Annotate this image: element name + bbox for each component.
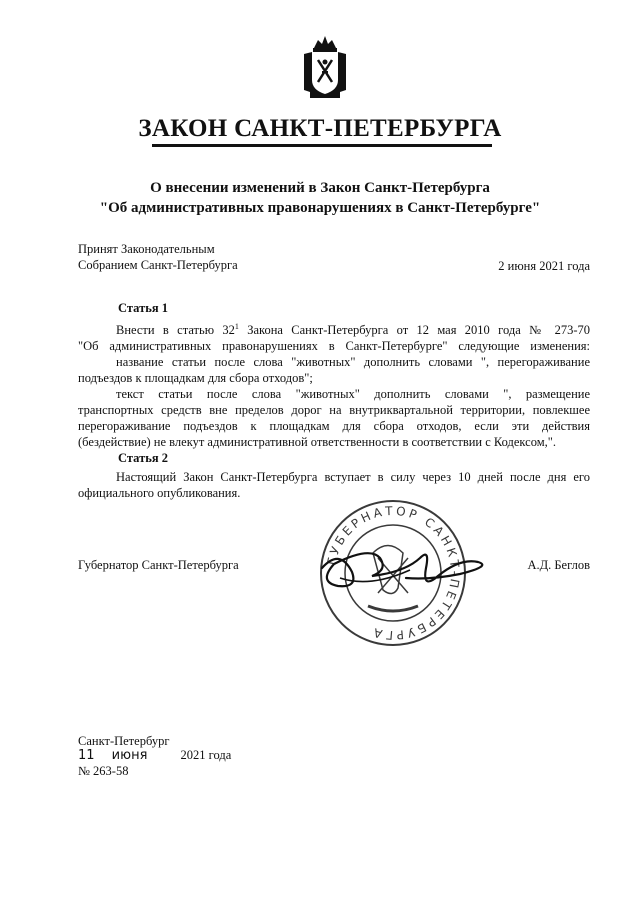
coat-of-arms-icon xyxy=(300,32,350,100)
article-1-line: текст статьи после слова "животных" дополнить словами ", размещение xyxy=(116,387,590,402)
article-2-body xyxy=(78,469,590,501)
signatory-position: Губернатор Санкт-Петербурга xyxy=(78,558,239,572)
article-2-line: официального опубликования. xyxy=(78,486,241,500)
article-2-line: Настоящий Закон Санкт-Петербурга вступает в силу через 10 дней после дня его xyxy=(116,470,590,484)
law-title: ЗАКОН САНКТ-ПЕТЕРБУРГА xyxy=(138,115,502,142)
adoption-line-2: Собранием Санкт-Петербурга xyxy=(78,258,238,272)
article-1-line: Внести в статью $32^1$ Закона Санкт-Петербурга от 12 мая 2010 года № 273-70 xyxy=(116,322,590,338)
signature-scribble xyxy=(310,528,500,618)
subtitle-line-2: "Об административных правонарушениях в Санкт-Петербурге" xyxy=(99,200,541,216)
article-1-line: название статьи после слова "животных" дополнить словами ", перегораживание xyxy=(116,355,590,370)
footer-number: № 263-58 xyxy=(78,764,129,778)
article-1-heading: Статья 1 xyxy=(118,301,168,315)
article-1-line: "Об административных правонарушениях в Санкт-Петербурге" следующие изменения: xyxy=(78,339,590,354)
article-1-line: подъездов к площадкам для сбора отходов"; xyxy=(78,371,313,386)
footer-year: 2021 года xyxy=(180,748,232,762)
subtitle-line-1: О внесении изменений в Закон Санкт-Петербурга xyxy=(150,180,490,196)
article-1-body xyxy=(78,319,590,450)
footer-city: Санкт-Петербург xyxy=(78,734,170,748)
article-1-line: перегораживание подъездов к площадкам для сбора отходов, если эти действия xyxy=(78,419,590,434)
article-2-heading: Статья 2 xyxy=(118,451,168,465)
stamp-text: ГУБЕРНАТОР САНКТ-ПЕТЕРБУРГА xyxy=(324,503,463,643)
title-divider xyxy=(152,144,492,147)
article-1-line: транспортных средств вне пределов дорог на внутриквартальной территории, повлекшее xyxy=(78,403,590,418)
law-subtitle xyxy=(60,178,580,218)
signatory-name: А.Д. Беглов xyxy=(527,558,590,572)
article-1-line: (бездействие) не влекут административной ответственности в соответствии с Кодексом,". xyxy=(78,435,557,450)
footer-date xyxy=(78,747,278,764)
footer-month: июня xyxy=(111,748,148,763)
adoption-block xyxy=(78,241,238,273)
footer-day: 11 xyxy=(78,748,95,763)
adoption-line-1: Принят Законодательным xyxy=(78,242,215,256)
adoption-date: 2 июня 2021 года xyxy=(498,259,590,273)
